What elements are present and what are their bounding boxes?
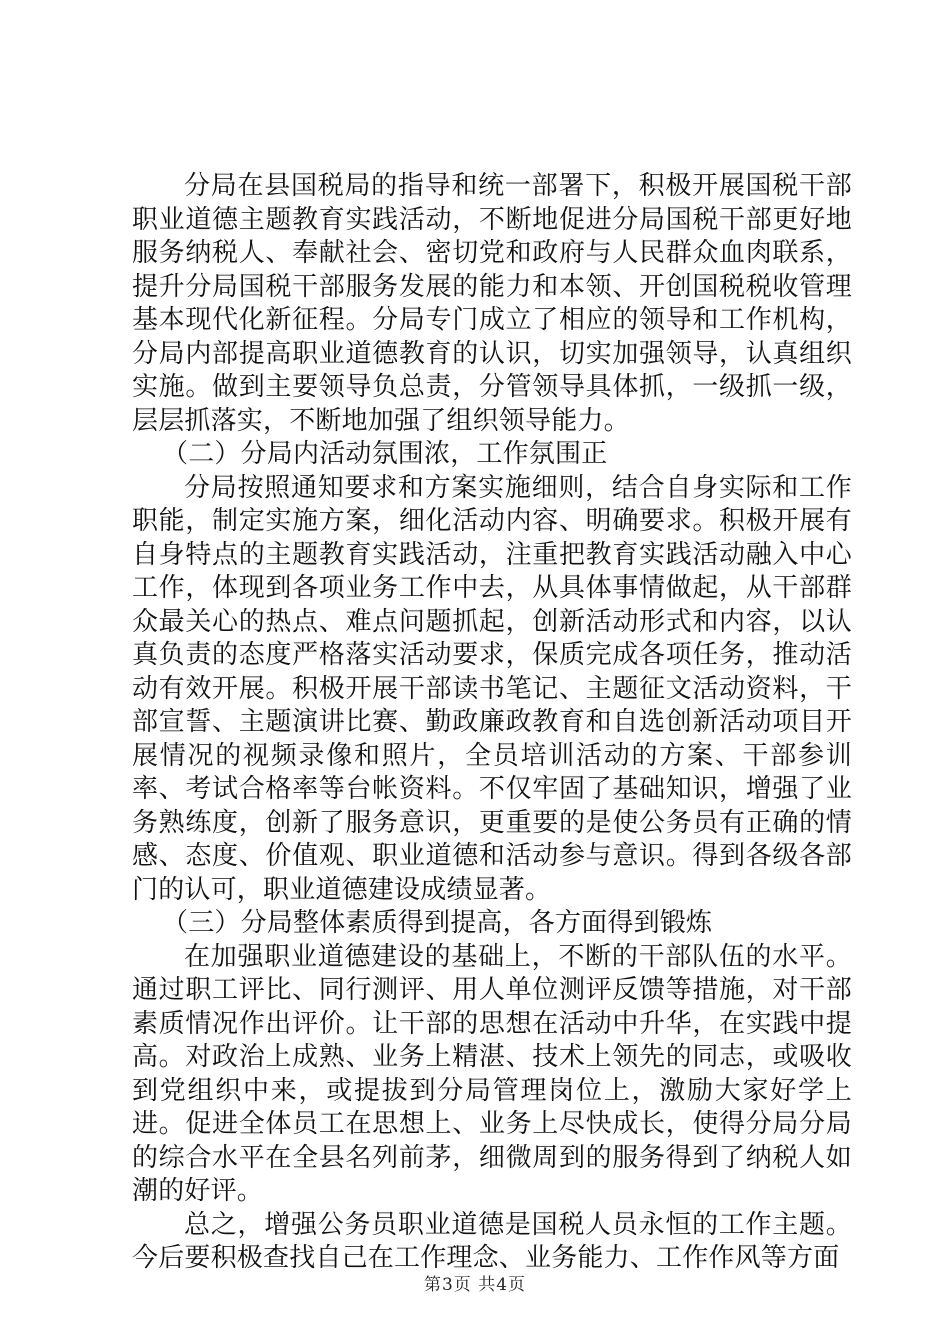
section-heading-3: （三）分局整体素质得到提高，各方面得到锻炼 [162, 908, 713, 938]
paragraph-intro: 分局在县国税局的指导和统一部署下，积极开展国税干部职业道德主题教育实践活动，不断地促进分局国税干部更好地服务纳税人、奉献社会、密切党和政府与人民群众血肉联系，提升分局国税干部服务发展的能力和本领、开创国税税收管理基本现代化新征程。分局专门成立了相应的领导和工作机构，分局内部提高职业道德教育的认识，切实加强领导，认真组织实施。做到主要领导负总责，分管领导具体抓，一级抓一级，层层抓落实，不断地加强了组织领导能力。 [132, 171, 852, 436]
paragraph-section-3: 在加强职业道德建设的基础上，不断的干部队伍的水平。通过职工评比、同行测评、用人单位测评反馈等措施，对干部素质情况作出评价。让干部的思想在活动中升华，在实践中提高。对政治上成熟、业务上精湛、技术上领先的同志，或吸收到党组织中来，或提拔到分局管理岗位上，激励大家好学上进。促进全体员工在思想上、业务上尽快成长，使得分局分局的综合水平在全县名列前茅，细微周到的服务得到了纳税人如潮的好评。 [132, 941, 852, 1206]
paragraph-conclusion: 总之，增强公务员职业道德是国税人员永恒的工作主题。今后要积极查找自己在工作理念、业务能力、工作作风等方面 [132, 1209, 852, 1273]
page-number-footer: 第3页 共4页 [423, 1275, 527, 1295]
section-heading-2: （二）分局内活动氛围浓，工作氛围正 [162, 439, 608, 469]
document-body [132, 170, 852, 1276]
paragraph-section-2: 分局按照通知要求和方案实施细则，结合自身实际和工作职能，制定实施方案，细化活动内容、明确要求。积极开展有自身特点的主题教育实践活动，注重把教育实践活动融入中心工作，体现到各项业务工作中去，从具体事情做起，从干部群众最关心的热点、难点问题抓起，创新活动形式和内容，以认真负责的态度严格落实活动要求，保质完成各项任务，推动活动有效开展。积极开展干部读书笔记、主题征文活动资料，干部宣誓、主题演讲比赛、勤政廉政教育和自选创新活动项目开展情况的视频录像和照片，全员培训活动的方案、干部参训率、考试合格率等台帐资料。不仅牢固了基础知识，增强了业务熟练度，创新了服务意识，更重要的是使公务员有正确的情感、态度、价值观、职业道德和活动参与意识。得到各级各部门的认可，职业道德建设成绩显著。 [132, 472, 852, 905]
